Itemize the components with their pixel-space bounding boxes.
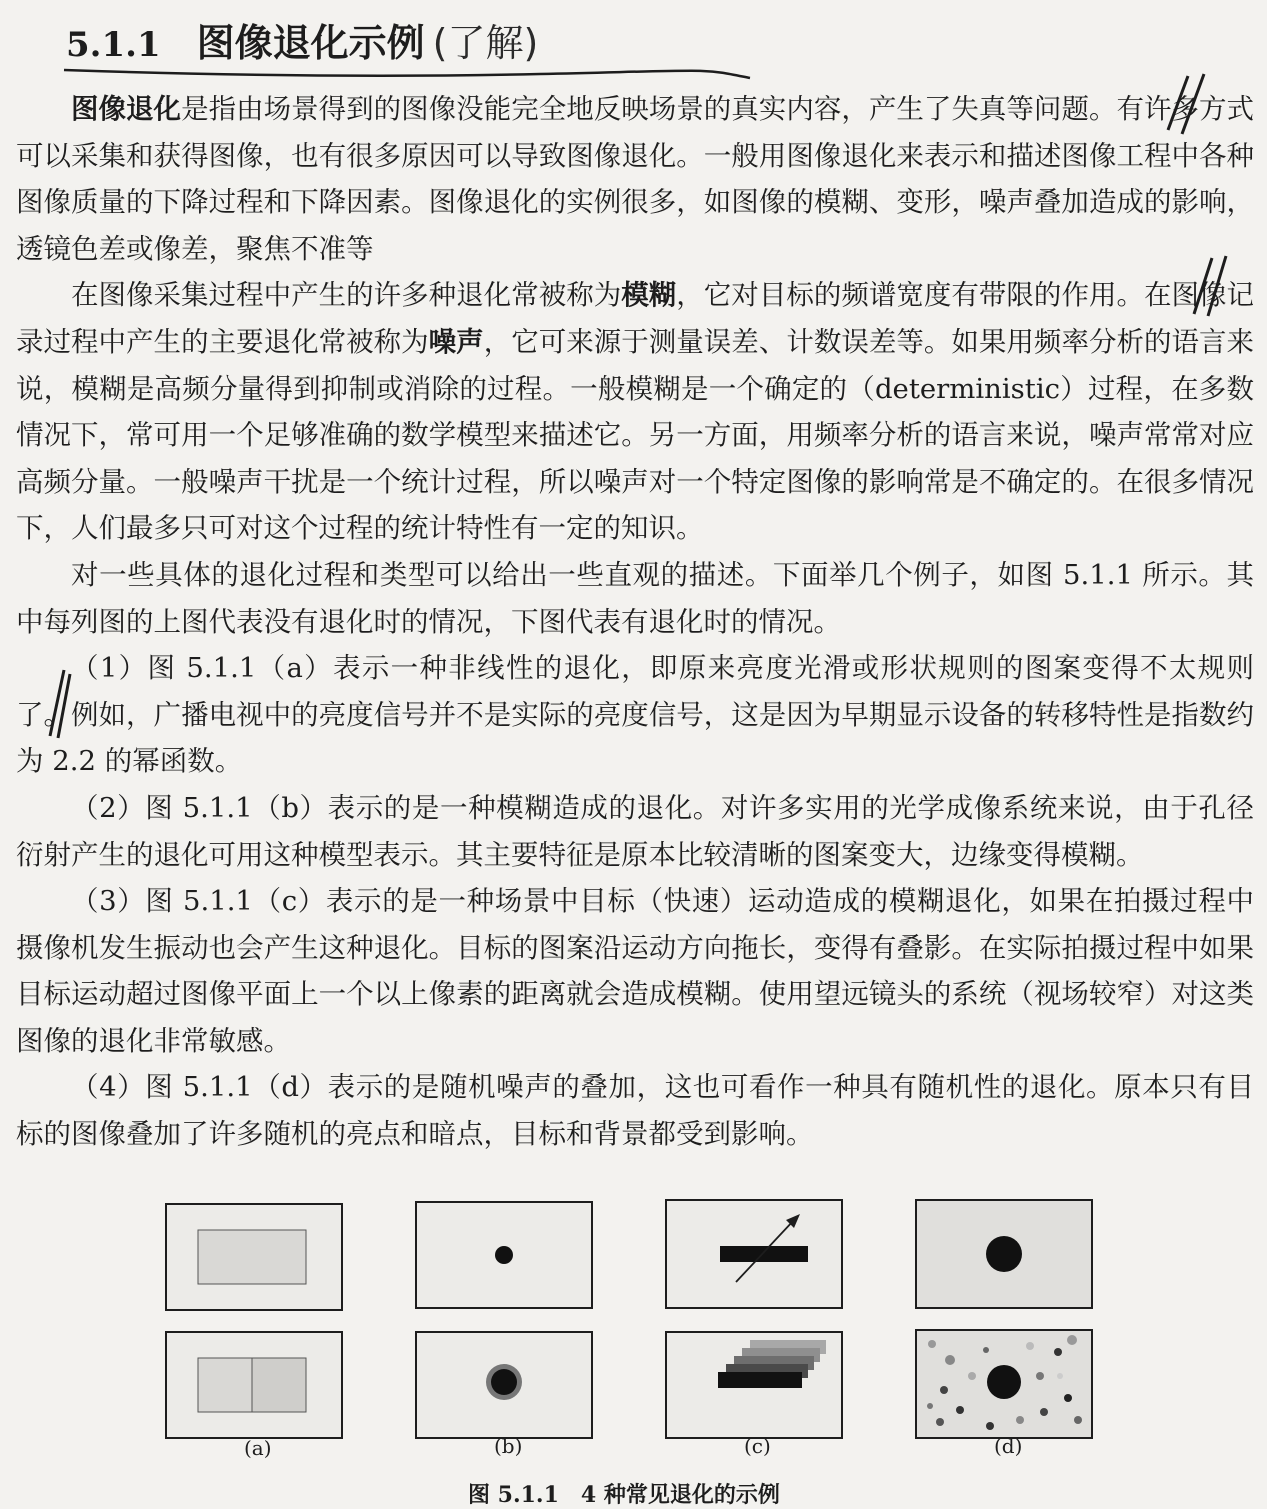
pen-slash-mark bbox=[40, 664, 80, 744]
pen-slash-mark bbox=[1158, 70, 1218, 140]
figure-label-d: (d) bbox=[994, 1434, 1023, 1458]
panel-d-top bbox=[916, 1200, 1092, 1308]
figure-label-c: (c) bbox=[744, 1434, 771, 1458]
body-text bbox=[16, 86, 1254, 1158]
panel-c-top bbox=[666, 1200, 842, 1308]
paragraph-4: （1）图 5.1.1（a）表示一种非线性的退化，即原来亮度光滑或形状规则的图案变得不太规则了。例如，广播电视中的亮度信号并不是实际的亮度信号，这是因为早期显示设备的转移特性是指数约为 2.2 的幂函数。 bbox=[16, 652, 1254, 778]
term-noise: 噪声 bbox=[428, 325, 484, 358]
panel-a-bottom bbox=[166, 1332, 342, 1438]
paragraph-7: （4）图 5.1.1（d）表示的是随机噪声的叠加，这也可看作一种具有随机性的退化。原本只有目标的图像叠加了许多随机的亮点和暗点，目标和背景都受到影响。 bbox=[16, 1071, 1254, 1151]
paragraph-1: 图像退化是指由场景得到的图像没能完全地反映场景的真实内容，产生了失真等问题。有许多方式可以采集和获得图像，也有很多原因可以导致图像退化。一般用图像退化来表示和描述图像工程中各种图像质量的下降过程和下降因素。图像退化的实例很多，如图像的模糊、变形，噪声叠加造成的影响，透镜色差或像差，聚焦不准等 bbox=[16, 93, 1255, 265]
section-number: 5.1.1 bbox=[66, 25, 161, 65]
panel-d-bottom bbox=[916, 1330, 1092, 1438]
term-image-degradation: 图像退化 bbox=[71, 93, 182, 125]
figure-label-b: (b) bbox=[494, 1434, 523, 1458]
term-blur: 模糊 bbox=[621, 279, 677, 312]
pen-slash-mark bbox=[1188, 252, 1238, 322]
figure-caption: 图 5.1.1 4 种常见退化的示例 bbox=[468, 1482, 780, 1508]
paragraph-6: （3）图 5.1.1（c）表示的是一种场景中目标（快速）运动造成的模糊退化，如果在拍摄过程中摄像机发生振动也会产生这种退化。目标的图案沿运动方向拖长，变得有叠影。在实际拍摄过程中如果目标运动超过图像平面上一个以上像素的距离就会造成模糊。使用望远镜头的系统（视场较窄）对这类图像的退化非常敏感。 bbox=[16, 885, 1254, 1057]
panel-b-bottom bbox=[416, 1332, 592, 1438]
section-title: 图像退化示例 bbox=[196, 20, 425, 65]
handwritten-note: (了解) bbox=[432, 21, 539, 65]
paragraph-2: 在图像采集过程中产生的许多种退化常被称为模糊，它对目标的频谱宽度有带限的作用。在图像记录过程中产生的主要退化常被称为噪声，它可来源于测量误差、计数误差等。如果用频率分析的语言来说，模糊是高频分量得到抑制或消除的过程。一般模糊是一个确定的（deterministic）过程，在多数情况下，常可用一个足够准确的数学模型来描述它。另一方面，用频率分析的语言来说，噪声常常对应高频分量。一般噪声干扰是一个统计过程，所以噪声对一个特定图像的影响常是不确定的。在很多情况下，人们最多只可对这个过程的统计特性有一定的知识。 bbox=[16, 279, 1255, 545]
panel-a-top bbox=[166, 1204, 342, 1310]
handwritten-underline bbox=[60, 60, 760, 84]
figure-label-a: (a) bbox=[244, 1436, 272, 1460]
paragraph-5: （2）图 5.1.1（b）表示的是一种模糊造成的退化。对许多实用的光学成像系统来说，由于孔径衍射产生的退化可用这种模型表示。其主要特征是原本比较清晰的图案变大，边缘变得模糊。 bbox=[16, 791, 1254, 871]
paragraph-3: 对一些具体的退化过程和类型可以给出一些直观的描述。下面举几个例子，如图 5.1.1 所示。其中每列图的上图代表没有退化时的情况，下图代表有退化时的情况。 bbox=[16, 558, 1254, 638]
panel-c-bottom bbox=[666, 1332, 842, 1438]
panel-b-top bbox=[416, 1202, 592, 1308]
